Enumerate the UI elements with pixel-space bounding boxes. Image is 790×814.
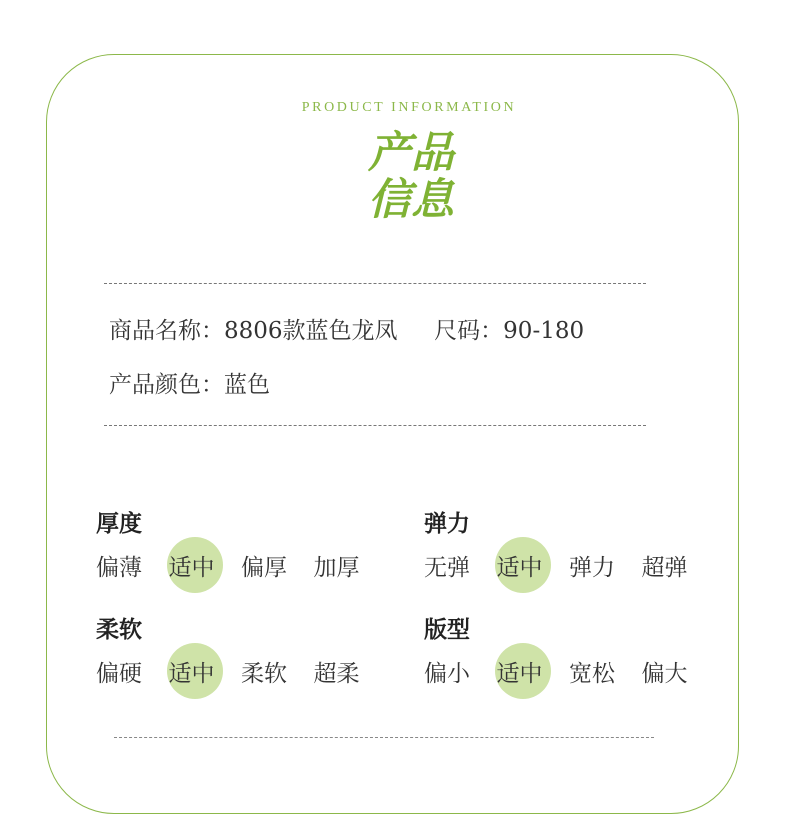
product-name-value: 8806款蓝色龙凤	[224, 318, 398, 344]
elasticity-options	[424, 540, 714, 590]
thickness-title: 厚度	[96, 511, 142, 537]
thickness-option: 偏厚	[241, 554, 287, 581]
softness-option: 柔软	[241, 660, 287, 687]
size-label: 尺码：	[434, 318, 504, 344]
elasticity-option: 弹力	[569, 554, 615, 581]
elasticity-option: 无弹	[424, 554, 470, 581]
product-color-line	[109, 366, 270, 399]
softness-options	[96, 646, 386, 696]
product-name-label: 商品名称：	[109, 318, 224, 344]
elasticity-option: 超弹	[641, 554, 688, 581]
fit-options	[424, 646, 714, 696]
fit-option: 宽松	[569, 660, 615, 687]
eyebrow-text: PRODUCT INFORMATION	[301, 100, 517, 115]
softness-option: 超柔	[313, 660, 360, 687]
softness-title: 柔软	[96, 617, 142, 643]
fit-option-selected: 适中	[497, 646, 570, 696]
divider-bottom	[114, 737, 654, 738]
fit-title: 版型	[424, 617, 470, 643]
color-value: 蓝色	[224, 372, 270, 398]
fit-option: 偏大	[641, 660, 688, 687]
divider-middle	[104, 425, 646, 426]
title-line-1: 产品	[368, 128, 454, 178]
divider-top	[104, 283, 646, 284]
fit-option: 偏小	[424, 660, 470, 687]
section-title	[356, 130, 466, 224]
elasticity-title: 弹力	[424, 511, 470, 537]
elasticity-option-selected: 适中	[497, 540, 570, 590]
title-line-2: 信息	[368, 175, 454, 225]
color-label: 产品颜色：	[109, 372, 224, 398]
softness-option: 偏硬	[96, 660, 142, 687]
thickness-option-selected: 适中	[169, 540, 242, 590]
softness-option-selected: 适中	[169, 646, 242, 696]
thickness-option: 加厚	[313, 554, 360, 581]
product-name-line	[109, 312, 584, 345]
thickness-options	[96, 540, 386, 590]
thickness-option: 偏薄	[96, 554, 142, 581]
size-value: 90-180	[503, 318, 585, 344]
